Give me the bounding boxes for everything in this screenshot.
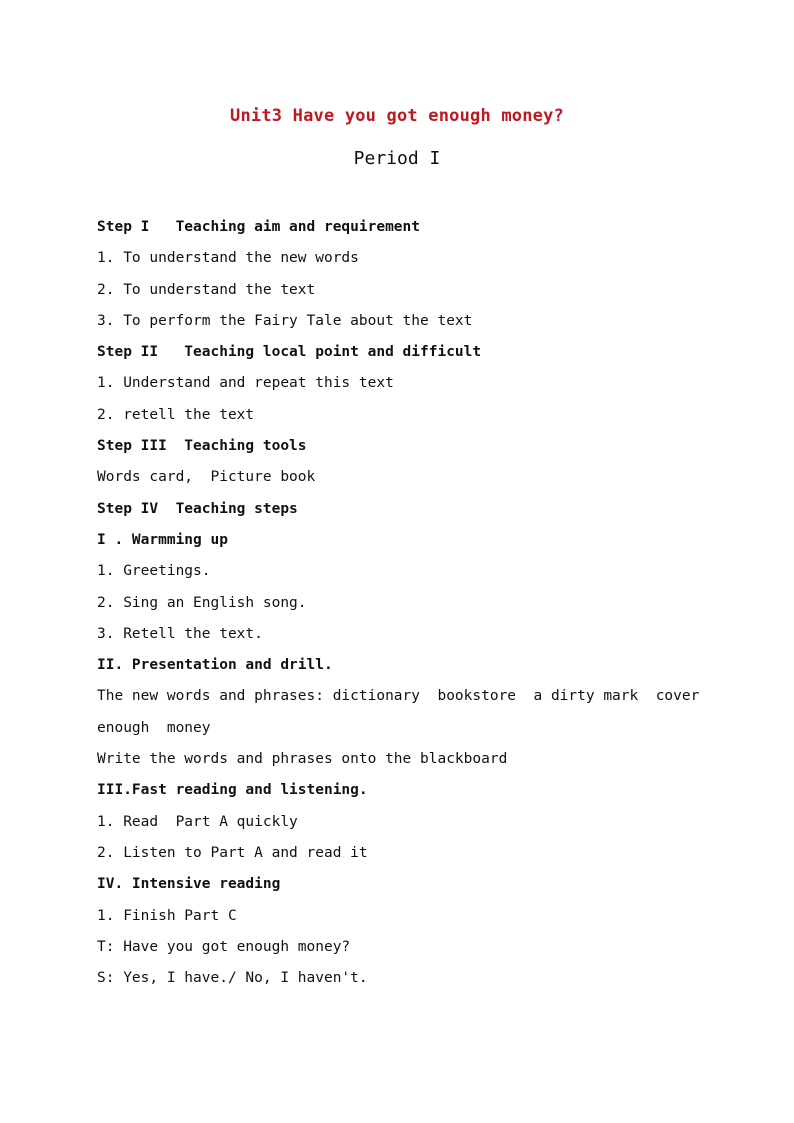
- section-heading: I . Warmming up: [97, 531, 228, 548]
- body-line: Words card, Picture book: [97, 469, 316, 486]
- body-line: 2. retell the text: [97, 406, 255, 423]
- body-line: 1. To understand the new words: [97, 250, 359, 267]
- section-heading: III.Fast reading and listening.: [97, 782, 368, 799]
- body-line: The new words and phrases: dictionary bookstore a dirty mark cover: [97, 688, 700, 705]
- body-line: 3. To perform the Fairy Tale about the text: [97, 312, 473, 329]
- body-line: S: Yes, I have./ No, I haven't.: [97, 970, 368, 987]
- section-heading: II. Presentation and drill.: [97, 657, 333, 674]
- body-line: 2. Listen to Part A and read it: [97, 844, 368, 861]
- step-heading: Step IV Teaching steps: [97, 500, 298, 517]
- document-subtitle: Period I: [353, 148, 441, 169]
- body-line: T: Have you got enough money?: [97, 938, 351, 955]
- body-line: 3. Retell the text.: [97, 625, 263, 642]
- body-line: enough money: [97, 719, 211, 736]
- step-heading: Step III Teaching tools: [97, 438, 307, 455]
- lesson-plan-body: [97, 216, 717, 998]
- body-line: 1. Greetings.: [97, 563, 211, 580]
- document-title: Unit3 Have you got enough money?: [230, 106, 564, 126]
- step-heading: Step II Teaching local point and difficult: [97, 344, 482, 361]
- body-line: 2. To understand the text: [97, 281, 316, 298]
- body-line: 1. Finish Part C: [97, 907, 237, 924]
- body-line: 1. Read Part A quickly: [97, 813, 298, 830]
- body-line: 2. Sing an English song.: [97, 594, 307, 611]
- body-line: 1. Understand and repeat this text: [97, 375, 394, 392]
- step-heading: Step I Teaching aim and requirement: [97, 219, 421, 235]
- body-line: Write the words and phrases onto the blackboard: [97, 751, 508, 768]
- section-heading: IV. Intensive reading: [97, 876, 281, 893]
